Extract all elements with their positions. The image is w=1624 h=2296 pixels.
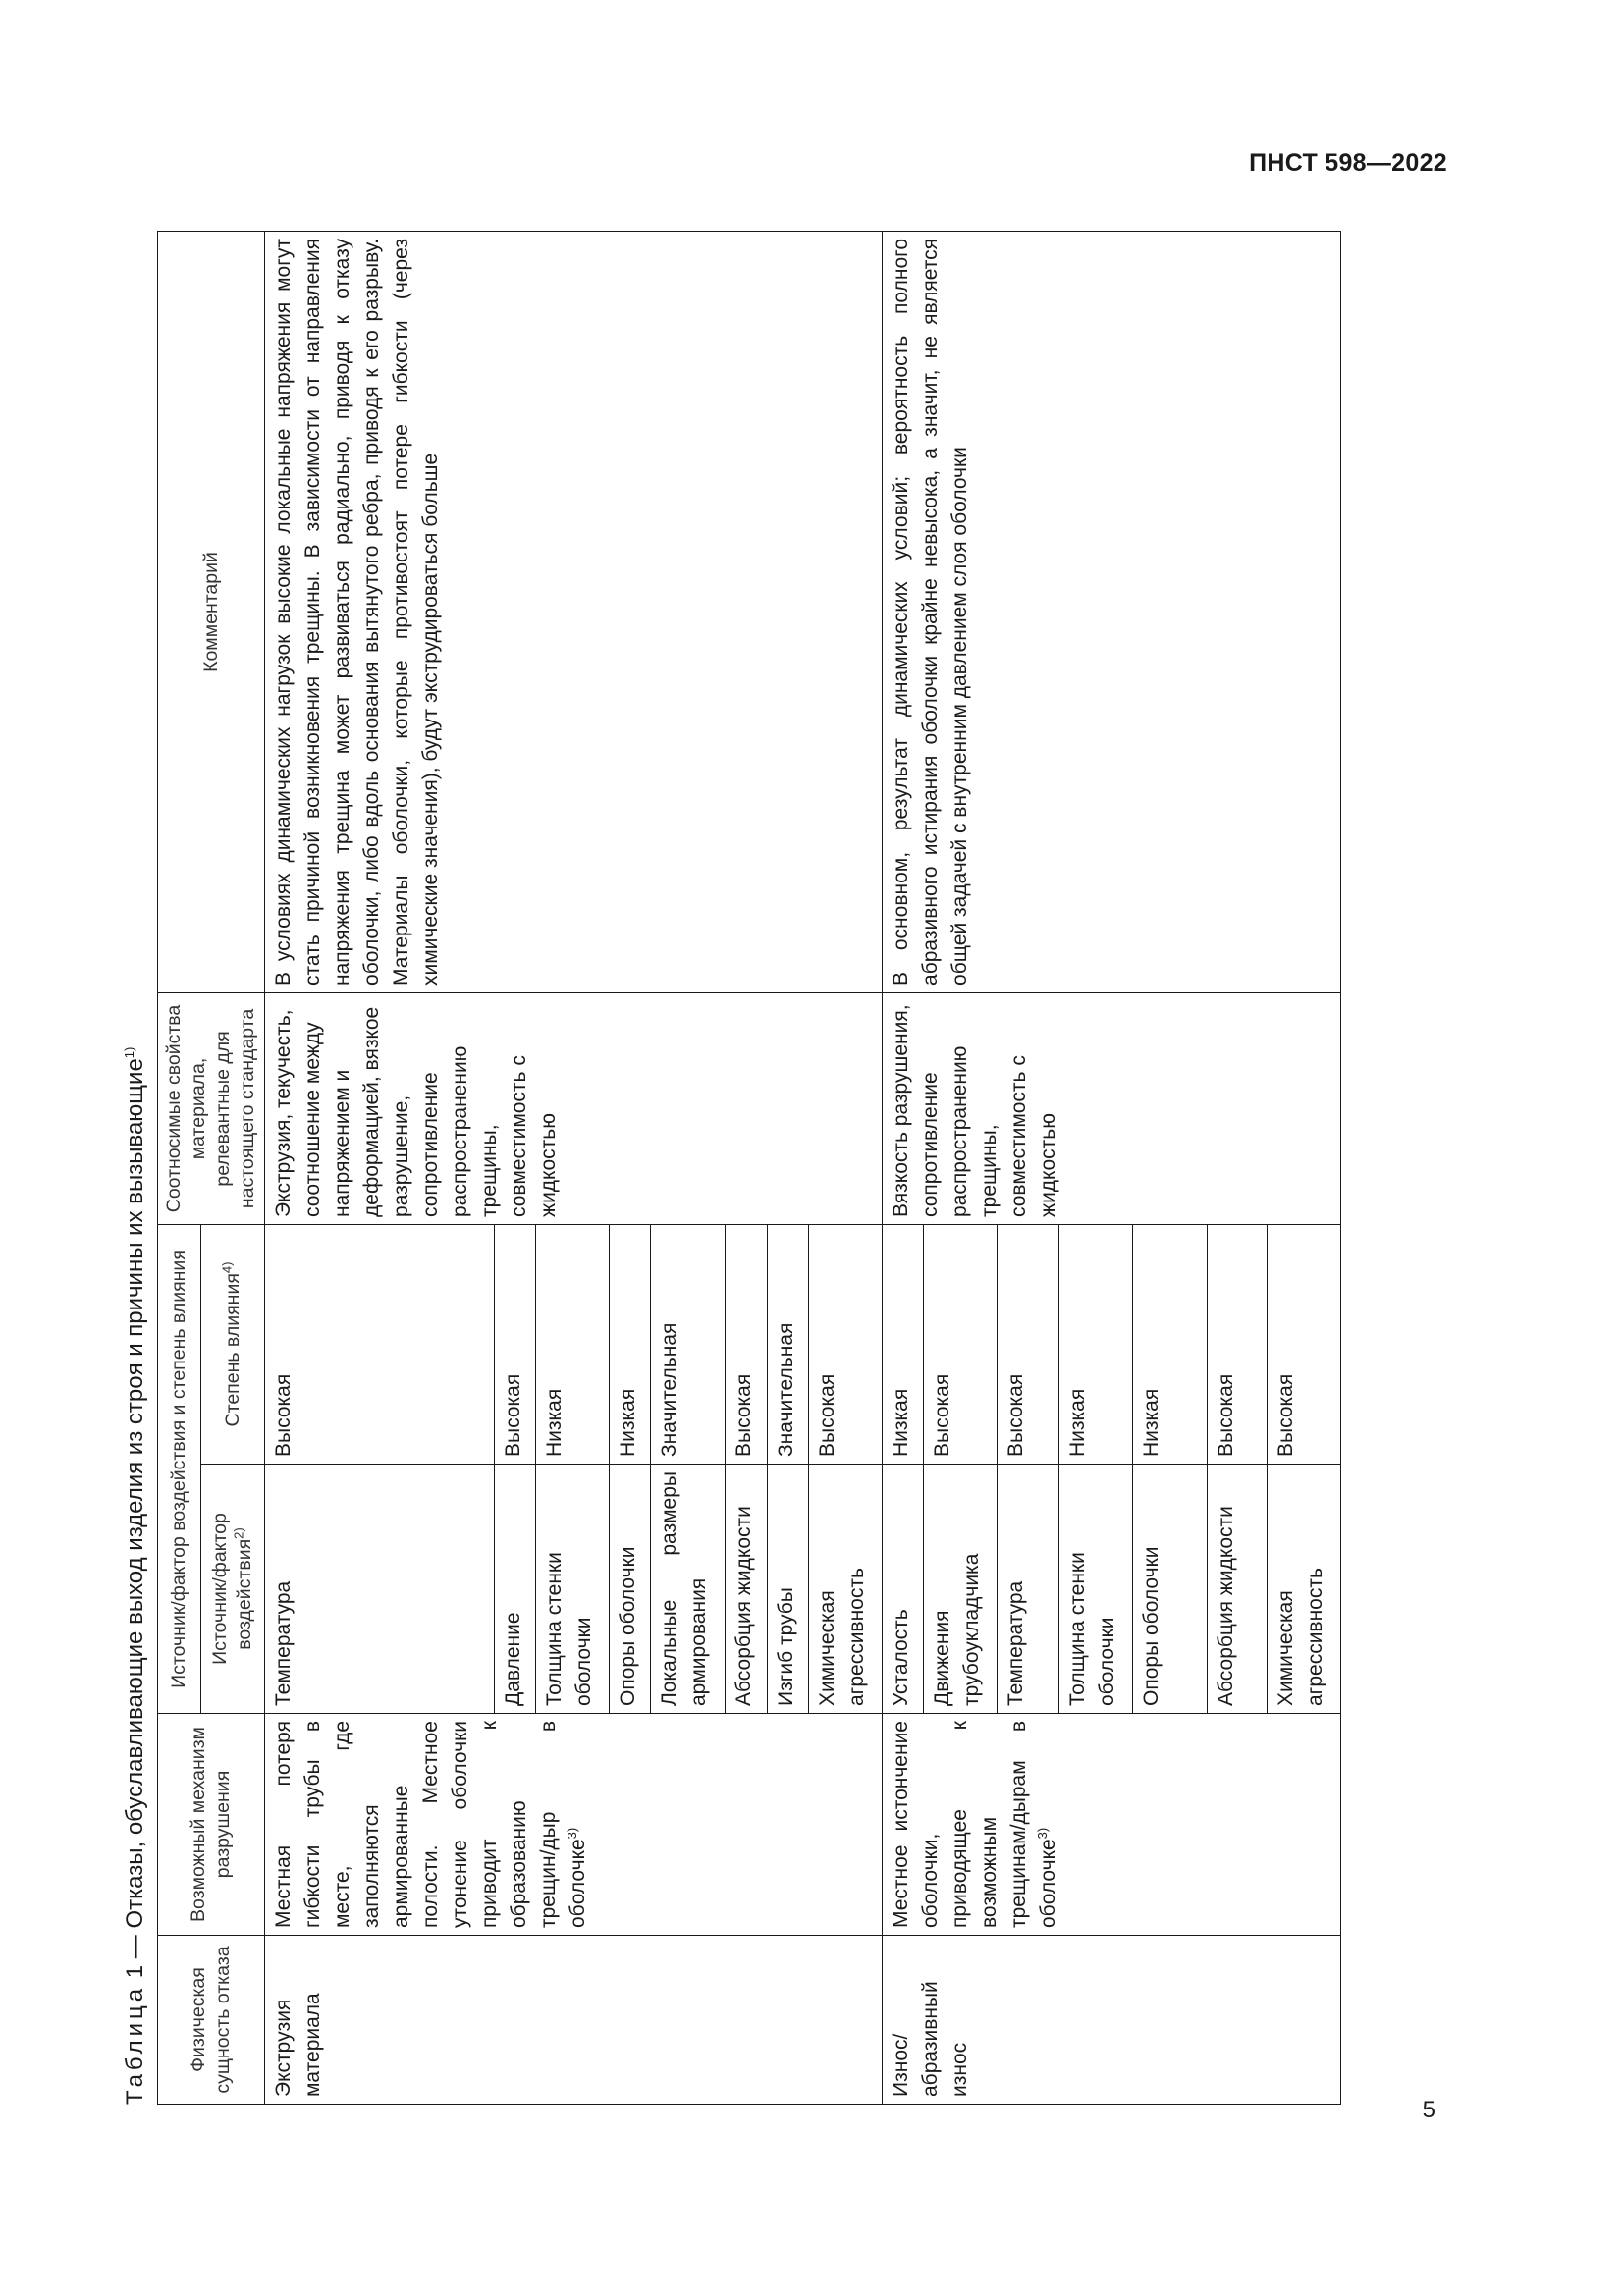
cell-mechanism-text: Местное истончение оболочки, приводящее к возможным трещинам/дырам в оболочке	[889, 1721, 1059, 1928]
col-degree	[201, 1224, 265, 1464]
cell-degree: Значительная	[767, 1224, 808, 1464]
col-degree-note: 4)	[219, 1261, 235, 1274]
col-source-label: Источник/фактор воздействия	[209, 1513, 256, 1665]
cell-physical: Износ/абразивный износ	[882, 1936, 1340, 2105]
cell-source: Абсорбция жидкости	[726, 1465, 767, 1714]
mechanism-note: 3)	[1034, 1827, 1050, 1840]
cell-source: Движения трубоукладчика	[924, 1465, 998, 1714]
col-source	[201, 1465, 265, 1714]
cell-degree: Высокая	[808, 1224, 882, 1464]
cell-physical: Экструзия материала	[265, 1936, 883, 2105]
cell-degree: Низкая	[609, 1224, 650, 1464]
cell-source: Давление	[494, 1465, 535, 1714]
cell-source: Усталость	[882, 1465, 923, 1714]
table-caption	[122, 1047, 149, 2105]
table-caption-text: 1 — Отказы, обуславливающие выход изделия из строя и причины их вызывающие	[122, 1058, 148, 1985]
cell-degree: Высокая	[924, 1224, 998, 1464]
cell-degree: Высокая	[265, 1224, 495, 1464]
cell-source: Химическая агрессивность	[1267, 1465, 1340, 1714]
cell-degree: Низкая	[535, 1224, 609, 1464]
cell-properties: Экструзия, текучесть, соотношение между напряжением и деформацией, вязкое разрушение, сопротивление распространению трещины, совместимость с жидкостью	[265, 992, 883, 1224]
cell-degree: Низкая	[882, 1224, 923, 1464]
cell-degree: Высокая	[494, 1224, 535, 1464]
cell-source: Локальные размеры армирования	[651, 1465, 726, 1714]
cell-degree: Значительная	[651, 1224, 726, 1464]
table-caption-prefix: Таблица	[122, 1984, 148, 2105]
col-physical: Физическая сущность отказа	[158, 1936, 265, 2105]
cell-properties: Вязкость разрушения, сопротивление распространению трещины, совместимость с жидкостью	[882, 992, 1340, 1224]
cell-source: Толщина стенки оболочки	[1059, 1465, 1133, 1714]
cell-source: Абсорбция жидкости	[1208, 1465, 1268, 1714]
page-number: 5	[1422, 2097, 1435, 2123]
col-comment: Комментарий	[158, 231, 265, 992]
cell-source: Изгиб трубы	[767, 1465, 808, 1714]
col-source-note: 2)	[231, 1527, 246, 1539]
table-row	[265, 231, 495, 2104]
cell-source: Толщина стенки оболочки	[535, 1465, 609, 1714]
col-group-source-degree: Источник/фактор воздействия и степень влияния	[158, 1224, 201, 1713]
rotated-table-block	[116, 220, 1353, 2105]
caption-footnote-ref: 1)	[122, 1046, 136, 1059]
cell-source: Химическая агрессивность	[808, 1465, 882, 1714]
cell-degree: Высокая	[1267, 1224, 1340, 1464]
cell-mechanism	[265, 1714, 883, 1936]
col-properties: Соотносимые свойства материала, релевантные для настоящего стандарта	[158, 992, 265, 1224]
cell-mechanism-text: Местная потеря гибкости трубы в месте, где заполняются армированные полости. Местное утонение оболочки приводит к образованию трещин/дыр в оболочке	[272, 1721, 589, 1928]
cell-degree: Высокая	[998, 1224, 1059, 1464]
cell-degree: Низкая	[1133, 1224, 1208, 1464]
cell-degree: Низкая	[1059, 1224, 1133, 1464]
cell-mechanism	[882, 1714, 1340, 1936]
document-number: ПНСТ 598—2022	[1249, 149, 1447, 177]
col-degree-label: Степень влияния	[221, 1273, 244, 1427]
cell-degree: Высокая	[1208, 1224, 1268, 1464]
cell-comment: В условиях динамических нагрузок высокие локальные напряжения могут стать причиной возникновения трещины. В зависимости от направления напряжения трещина может развиваться радиально, приводя к отказу оболочки, либо вдоль основания вытянутого ребра, приводя к его разрыву. Материалы оболочки, которые противостоят потере гибкости (через химические значения), будут экструдироваться больше	[265, 231, 883, 992]
mechanism-note: 3)	[565, 1827, 579, 1840]
cell-comment: В основном, результат динамических условий; вероятность полного абразивного истирания оболочки крайне невысока, а значит, не является общей задачей с внутренним давлением слоя оболочки	[882, 231, 1340, 992]
cell-source: Температура	[998, 1465, 1059, 1714]
col-mechanism: Возможный механизм разрушения	[158, 1714, 265, 1936]
table-row	[882, 231, 923, 2104]
cell-source: Опоры оболочки	[1133, 1465, 1208, 1714]
cell-source: Температура	[265, 1465, 495, 1714]
cell-source: Опоры оболочки	[609, 1465, 650, 1714]
failures-table	[157, 231, 1341, 2105]
cell-degree: Высокая	[726, 1224, 767, 1464]
